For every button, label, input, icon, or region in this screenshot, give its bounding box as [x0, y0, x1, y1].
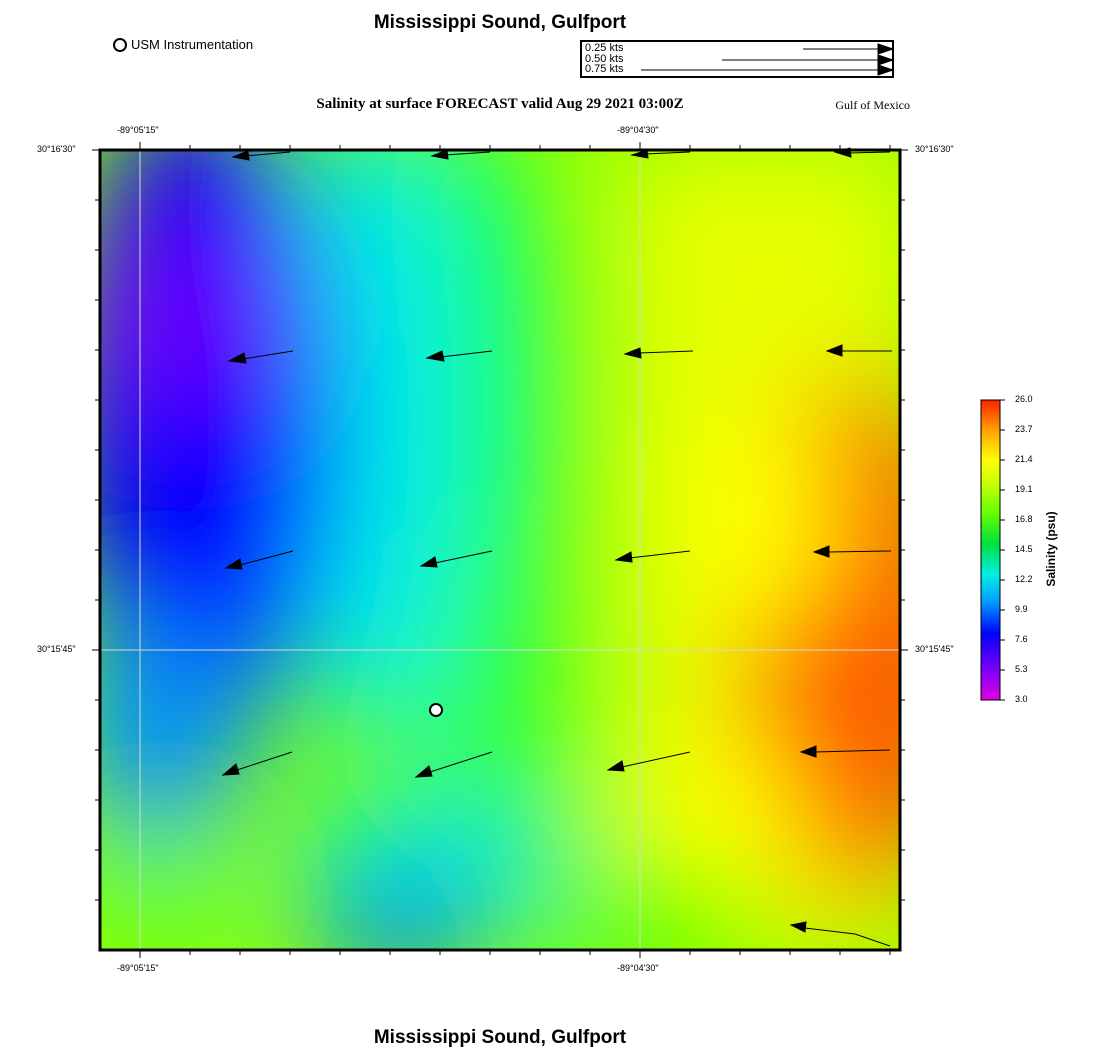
lat-label-right-mid: 30°15'45" [915, 644, 954, 654]
lon-label-top-right: -89°04'30" [617, 125, 659, 135]
footer-title: Mississippi Sound, Gulfport [373, 1027, 627, 1048]
lon-label-bottom-right: -89°04'30" [617, 963, 659, 973]
colorbar-tick-label: 7.6 [1015, 634, 1028, 644]
colorbar-tick-label: 21.4 [1015, 454, 1033, 464]
lat-label-right-top: 30°16'30" [915, 144, 954, 154]
colorbar-tick-label: 9.9 [1015, 604, 1028, 614]
station-legend-label: USM Instrumentation [131, 37, 254, 52]
scale-labels [585, 43, 624, 75]
scale-label: 0.25 kts [585, 42, 624, 54]
scale-arrow-icon [722, 55, 893, 65]
colorbar-tick-label: 5.3 [1015, 664, 1028, 674]
colorbar-tick-label: 26.0 [1015, 394, 1033, 404]
scale-label: 0.50 kts [585, 52, 624, 65]
colorbar-tick-label: 23.7 [1015, 424, 1033, 434]
colorbar-title: Salinity (psu) [1044, 511, 1058, 587]
lon-label-bottom-left: -89°05'15" [117, 963, 159, 973]
colorbar-tick-label: 19.1 [1015, 484, 1033, 494]
colorbar-ticks [1000, 400, 1005, 700]
scale-arrow-icon [641, 65, 893, 75]
region-label: Gulf of Mexico [835, 98, 910, 112]
colorbar-tick-label: 16.8 [1015, 514, 1033, 524]
scale-arrows [641, 44, 893, 75]
map-title: Mississippi Sound, Gulfport [373, 12, 627, 33]
colorbar-tick-label: 12.2 [1015, 574, 1033, 584]
colorbar [981, 400, 1000, 700]
forecast-title: Salinity at surface FORECAST valid Aug 29 2021 03:00Z [316, 96, 684, 112]
lat-label-left-mid: 30°15'45" [37, 644, 76, 654]
colorbar-tick-label: 14.5 [1015, 544, 1033, 554]
lon-label-top-left: -89°05'15" [117, 125, 159, 135]
scale-label: 0.75 kts [585, 63, 624, 75]
lat-label-left-top: 30°16'30" [37, 144, 76, 154]
station-marker-icon[interactable] [430, 704, 442, 716]
colorbar-tick-label: 3.0 [1015, 694, 1028, 704]
salinity-field [60, 90, 980, 975]
scale-arrow-icon [803, 44, 893, 54]
